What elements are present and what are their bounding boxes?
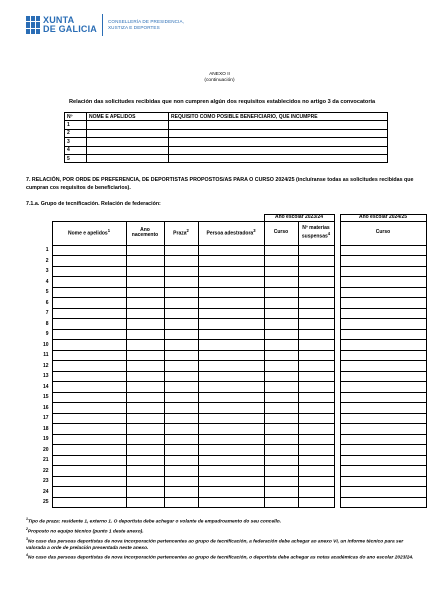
name-cell[interactable] (52, 434, 126, 445)
course-2023-cell[interactable] (264, 277, 298, 288)
logo-wordmark (43, 16, 97, 34)
row-number: 23 (42, 478, 49, 485)
name-cell[interactable] (87, 138, 169, 146)
header-ano-nacemento: Ano nacemento (126, 221, 164, 245)
coach-cell[interactable] (198, 266, 264, 277)
table-row (26, 350, 426, 361)
row-number: 4 (45, 278, 49, 285)
header-persoa-adestradora: Persoa adestradora$^3$ (198, 221, 264, 245)
course-2024-cell[interactable] (340, 277, 426, 288)
name-cell[interactable] (52, 308, 126, 319)
coach-cell[interactable] (198, 445, 264, 456)
row-number: 4 (65, 146, 87, 154)
birth-year-cell[interactable] (126, 277, 164, 288)
department-name (108, 19, 184, 30)
praza-cell[interactable] (164, 287, 198, 298)
birth-year-cell[interactable] (126, 382, 164, 393)
table-row (26, 287, 426, 298)
footnote: $^2$Proposto no equipo técnico (punto 1 deste anexo). (26, 526, 144, 535)
table-row (26, 319, 426, 330)
row-number: 13 (42, 373, 49, 380)
birth-year-cell[interactable] (126, 445, 164, 456)
coach-cell[interactable] (198, 350, 264, 361)
table-row (26, 424, 426, 435)
table-header-row (65, 113, 388, 121)
failed-subjects-cell[interactable] (298, 350, 334, 361)
failed-subjects-cell[interactable] (298, 413, 334, 424)
requirement-cell[interactable] (169, 129, 388, 137)
course-2023-cell[interactable] (264, 455, 298, 466)
coach-cell[interactable] (198, 298, 264, 309)
praza-cell[interactable] (164, 319, 198, 330)
row-number: 21 (42, 457, 49, 464)
coach-cell[interactable] (198, 413, 264, 424)
section-7-heading: 7. RELACIÓN, POR ORDE DE PREFERENCIA, DE DEPORTISTAS PROPOSTOS/AS PARA O CURSO 2024/25 (incluíranse todas as solicitudes recibidas que cumpran cos requisitos de beneficiarios). (26, 177, 414, 191)
birth-year-cell[interactable] (126, 424, 164, 435)
praza-cell[interactable] (164, 350, 198, 361)
requirement-cell[interactable] (169, 138, 388, 146)
column-header-row (26, 221, 426, 245)
birth-year-cell[interactable] (126, 434, 164, 445)
table-row (26, 245, 426, 256)
table-row (26, 298, 426, 309)
praza-cell[interactable] (164, 424, 198, 435)
table-row (26, 308, 426, 319)
course-2023-cell[interactable] (264, 466, 298, 477)
header-nome: Nome e apelidos$^1$ (52, 221, 126, 245)
name-cell[interactable] (52, 371, 126, 382)
course-2023-cell[interactable] (264, 424, 298, 435)
non-compliant-table (64, 112, 388, 163)
course-2024-cell[interactable] (340, 424, 426, 435)
table-row (26, 434, 426, 445)
coach-cell[interactable] (198, 287, 264, 298)
course-2023-cell[interactable] (264, 308, 298, 319)
school-year-2024-header: Ano escolar 2024/25 (340, 215, 426, 222)
footnote: $^1$Tipo de praza: residente 1, externo 1. O deportista debe achegar o volante de empadroamento do seu concello. (26, 517, 282, 525)
row-number: 9 (45, 331, 49, 338)
row-number: 17 (42, 415, 49, 422)
birth-year-cell[interactable] (126, 256, 164, 267)
failed-subjects-cell[interactable] (298, 466, 334, 477)
logo-line-1: XUNTA (43, 15, 75, 25)
annex-subtitle: (continuación) (204, 77, 235, 83)
footnote: $^4$No caso das persoas deportistas de nova incorporación pertencentes ao grupo de tecnificación, o deportista debe achegar as notas académicas do ano escolar 2023/24. (26, 552, 414, 561)
praza-cell[interactable] (164, 445, 198, 456)
course-2024-cell[interactable] (340, 266, 426, 277)
birth-year-cell[interactable] (126, 266, 164, 277)
praza-cell[interactable] (164, 308, 198, 319)
failed-subjects-cell[interactable] (298, 392, 334, 403)
section-7-1-heading: 7.1.a. Grupo de tecnificación. Relación de federación: (26, 201, 161, 207)
course-2024-cell[interactable] (340, 434, 426, 445)
praza-cell[interactable] (164, 466, 198, 477)
praza-cell[interactable] (164, 487, 198, 498)
course-2024-cell[interactable] (340, 487, 426, 498)
birth-year-cell[interactable] (126, 476, 164, 487)
course-2023-cell[interactable] (264, 413, 298, 424)
row-number: 1 (45, 247, 49, 254)
course-2024-cell[interactable] (340, 350, 426, 361)
birth-year-cell[interactable] (126, 287, 164, 298)
footnote: $^3$No caso das persoas deportistas de nova incorporación pertencentes ao grupo de tecnificación, a federación debe achegar ao anexo VI, un informe técnico para ser valorada a orde de prelación presentada neste anexo. (26, 536, 404, 551)
table-row (26, 382, 426, 393)
birth-year-cell[interactable] (126, 245, 164, 256)
failed-subjects-cell[interactable] (298, 245, 334, 256)
table-row (26, 340, 426, 351)
header-curso-2024: Curso (340, 221, 426, 245)
course-2024-cell[interactable] (340, 371, 426, 382)
birth-year-cell[interactable] (126, 455, 164, 466)
course-2023-cell[interactable] (264, 256, 298, 267)
row-number: 25 (42, 499, 49, 506)
row-number: 3 (45, 268, 49, 275)
course-2024-cell[interactable] (340, 287, 426, 298)
praza-cell[interactable] (164, 329, 198, 340)
course-2024-cell[interactable] (340, 361, 426, 372)
praza-cell[interactable] (164, 476, 198, 487)
course-2023-cell[interactable] (264, 350, 298, 361)
row-number: 2 (65, 129, 87, 137)
coach-cell[interactable] (198, 361, 264, 372)
course-2024-cell[interactable] (340, 256, 426, 267)
intro-text: Relación das solicitudes recibidas que non cumpren algún dos requisitos establecidos no artigo 3 da convocatoria (69, 99, 376, 105)
course-2024-cell[interactable] (340, 382, 426, 393)
failed-subjects-cell[interactable] (298, 476, 334, 487)
coach-cell[interactable] (198, 245, 264, 256)
course-2024-cell[interactable] (340, 245, 426, 256)
failed-subjects-cell[interactable] (298, 424, 334, 435)
name-cell[interactable] (52, 256, 126, 267)
praza-cell[interactable] (164, 361, 198, 372)
coach-cell[interactable] (198, 476, 264, 487)
name-cell[interactable] (52, 455, 126, 466)
name-cell[interactable] (52, 319, 126, 330)
failed-subjects-cell[interactable] (298, 256, 334, 267)
header-name: NOME E APELIDOS (87, 113, 169, 121)
failed-subjects-cell[interactable] (298, 487, 334, 498)
table-row (26, 413, 426, 424)
annex-heading (0, 72, 439, 83)
praza-cell[interactable] (164, 277, 198, 288)
praza-cell[interactable] (164, 266, 198, 277)
praza-cell[interactable] (164, 413, 198, 424)
name-cell[interactable] (52, 497, 126, 508)
row-number: 19 (42, 436, 49, 443)
row-number: 5 (45, 289, 49, 296)
table-row (26, 392, 426, 403)
coach-cell[interactable] (198, 382, 264, 393)
header-materias-suspensas: Nº materias suspensas$^4$ (298, 221, 334, 245)
name-cell[interactable] (52, 266, 126, 277)
logo-line-2: DE GALICIA (43, 24, 98, 34)
course-2024-cell[interactable] (340, 455, 426, 466)
praza-cell[interactable] (164, 371, 198, 382)
table-row (26, 487, 426, 498)
birth-year-cell[interactable] (126, 308, 164, 319)
course-2023-cell[interactable] (264, 476, 298, 487)
table-row (26, 445, 426, 456)
coach-cell[interactable] (198, 392, 264, 403)
course-2023-cell[interactable] (264, 487, 298, 498)
failed-subjects-cell[interactable] (298, 319, 334, 330)
name-cell[interactable] (87, 129, 169, 137)
athletes-table (26, 214, 427, 508)
table-row (26, 266, 426, 277)
course-2023-cell[interactable] (264, 329, 298, 340)
course-2023-cell[interactable] (264, 319, 298, 330)
department-line-2: XUSTIZA E DEPORTES (108, 25, 160, 30)
name-cell[interactable] (52, 392, 126, 403)
failed-subjects-cell[interactable] (298, 434, 334, 445)
failed-subjects-cell[interactable] (298, 382, 334, 393)
header-requirement: REQUISITO COMO POSIBLE BENEFICIARIO, QUE INCUMPRE (169, 113, 388, 121)
row-number: 10 (42, 341, 49, 348)
birth-year-cell[interactable] (126, 329, 164, 340)
praza-cell[interactable] (164, 245, 198, 256)
table-row (65, 129, 388, 137)
requirement-cell[interactable] (169, 154, 388, 162)
coach-cell[interactable] (198, 308, 264, 319)
praza-cell[interactable] (164, 298, 198, 309)
course-2023-cell[interactable] (264, 340, 298, 351)
birth-year-cell[interactable] (126, 298, 164, 309)
course-2024-cell[interactable] (340, 445, 426, 456)
name-cell[interactable] (52, 424, 126, 435)
course-2024-cell[interactable] (340, 308, 426, 319)
row-number: 12 (42, 362, 49, 369)
row-number: 22 (42, 467, 49, 474)
name-cell[interactable] (52, 350, 126, 361)
birth-year-cell[interactable] (126, 497, 164, 508)
course-2023-cell[interactable] (264, 445, 298, 456)
coach-cell[interactable] (198, 329, 264, 340)
birth-year-cell[interactable] (126, 361, 164, 372)
school-year-2023-header: Ano escolar 2023/24 (264, 215, 334, 222)
failed-subjects-cell[interactable] (298, 308, 334, 319)
birth-year-cell[interactable] (126, 403, 164, 414)
table-row (26, 371, 426, 382)
failed-subjects-cell[interactable] (298, 371, 334, 382)
failed-subjects-cell[interactable] (298, 455, 334, 466)
course-2024-cell[interactable] (340, 329, 426, 340)
row-number: 24 (42, 488, 49, 495)
course-2024-cell[interactable] (340, 319, 426, 330)
table-row (26, 277, 426, 288)
name-cell[interactable] (52, 382, 126, 393)
name-cell[interactable] (52, 361, 126, 372)
name-cell[interactable] (52, 466, 126, 477)
failed-subjects-cell[interactable] (298, 403, 334, 414)
name-cell[interactable] (52, 329, 126, 340)
header-praza: Praza$^2$ (164, 221, 198, 245)
course-2023-cell[interactable] (264, 298, 298, 309)
footnotes (26, 516, 418, 562)
row-number: 18 (42, 425, 49, 432)
name-cell[interactable] (87, 154, 169, 162)
coach-cell[interactable] (198, 371, 264, 382)
group-header-row (26, 215, 426, 222)
failed-subjects-cell[interactable] (298, 298, 334, 309)
course-2023-cell[interactable] (264, 382, 298, 393)
praza-cell[interactable] (164, 455, 198, 466)
coach-cell[interactable] (198, 277, 264, 288)
coach-cell[interactable] (198, 319, 264, 330)
header-curso-2023: Curso (264, 221, 298, 245)
logo-divider (102, 14, 103, 36)
course-2023-cell[interactable] (264, 361, 298, 372)
course-2024-cell[interactable] (340, 466, 426, 477)
failed-subjects-cell[interactable] (298, 287, 334, 298)
praza-cell[interactable] (164, 256, 198, 267)
name-cell[interactable] (52, 476, 126, 487)
row-number: 14 (42, 383, 49, 390)
failed-subjects-cell[interactable] (298, 266, 334, 277)
birth-year-cell[interactable] (126, 350, 164, 361)
course-2023-cell[interactable] (264, 371, 298, 382)
praza-cell[interactable] (164, 382, 198, 393)
requirement-cell[interactable] (169, 121, 388, 129)
praza-cell[interactable] (164, 434, 198, 445)
coach-cell[interactable] (198, 403, 264, 414)
table-row (26, 455, 426, 466)
course-2024-cell[interactable] (340, 298, 426, 309)
row-number: 7 (45, 310, 49, 317)
row-number: 2 (45, 257, 49, 264)
course-2024-cell[interactable] (340, 340, 426, 351)
course-2023-cell[interactable] (264, 497, 298, 508)
name-cell[interactable] (52, 298, 126, 309)
birth-year-cell[interactable] (126, 487, 164, 498)
failed-subjects-cell[interactable] (298, 277, 334, 288)
course-2023-cell[interactable] (264, 392, 298, 403)
praza-cell[interactable] (164, 497, 198, 508)
praza-cell[interactable] (164, 392, 198, 403)
course-2024-cell[interactable] (340, 392, 426, 403)
failed-subjects-cell[interactable] (298, 329, 334, 340)
course-2023-cell[interactable] (264, 434, 298, 445)
table-row (26, 476, 426, 487)
birth-year-cell[interactable] (126, 466, 164, 477)
name-cell[interactable] (52, 277, 126, 288)
course-2024-cell[interactable] (340, 403, 426, 414)
name-cell[interactable] (52, 287, 126, 298)
table-row (65, 138, 388, 146)
row-number: 20 (42, 446, 49, 453)
course-2023-cell[interactable] (264, 287, 298, 298)
row-number: 3 (65, 138, 87, 146)
failed-subjects-cell[interactable] (298, 497, 334, 508)
row-number: 5 (65, 154, 87, 162)
failed-subjects-cell[interactable] (298, 340, 334, 351)
course-2024-cell[interactable] (340, 476, 426, 487)
row-number: 8 (45, 320, 49, 327)
name-cell[interactable] (87, 121, 169, 129)
failed-subjects-cell[interactable] (298, 361, 334, 372)
name-cell[interactable] (87, 146, 169, 154)
praza-cell[interactable] (164, 403, 198, 414)
coach-cell[interactable] (198, 256, 264, 267)
row-number: 15 (42, 394, 49, 401)
row-number: 16 (42, 404, 49, 411)
row-number: 11 (43, 352, 49, 359)
course-2023-cell[interactable] (264, 403, 298, 414)
coach-cell[interactable] (198, 455, 264, 466)
requirement-cell[interactable] (169, 146, 388, 154)
table-row (26, 403, 426, 414)
row-number: 6 (45, 299, 49, 306)
birth-year-cell[interactable] (126, 340, 164, 351)
table-row (65, 154, 388, 162)
name-cell[interactable] (52, 413, 126, 424)
coach-cell[interactable] (198, 424, 264, 435)
course-2024-cell[interactable] (340, 413, 426, 424)
praza-cell[interactable] (164, 340, 198, 351)
name-cell[interactable] (52, 340, 126, 351)
coach-cell[interactable] (198, 434, 264, 445)
failed-subjects-cell[interactable] (298, 445, 334, 456)
birth-year-cell[interactable] (126, 392, 164, 403)
coach-cell[interactable] (198, 497, 264, 508)
name-cell[interactable] (52, 487, 126, 498)
table-row (26, 329, 426, 340)
birth-year-cell[interactable] (126, 319, 164, 330)
xunta-logo-icon (26, 16, 40, 34)
annex-title: ANEXO II (209, 72, 230, 77)
coach-cell[interactable] (198, 487, 264, 498)
table-row (65, 121, 388, 129)
coach-cell[interactable] (198, 340, 264, 351)
name-cell[interactable] (52, 245, 126, 256)
department-line-1: CONSELLERÍA DE PRESIDENCIA, (108, 19, 184, 25)
birth-year-cell[interactable] (126, 371, 164, 382)
header-number: Nº (65, 113, 87, 121)
page-header (26, 12, 184, 38)
course-2024-cell[interactable] (340, 497, 426, 508)
table-row (26, 466, 426, 477)
table-row (26, 361, 426, 372)
row-number: 1 (65, 121, 87, 129)
name-cell[interactable] (52, 403, 126, 414)
coach-cell[interactable] (198, 466, 264, 477)
table-row (65, 146, 388, 154)
table-row (26, 497, 426, 508)
course-2023-cell[interactable] (264, 245, 298, 256)
birth-year-cell[interactable] (126, 413, 164, 424)
course-2023-cell[interactable] (264, 266, 298, 277)
name-cell[interactable] (52, 445, 126, 456)
table-row (26, 256, 426, 267)
